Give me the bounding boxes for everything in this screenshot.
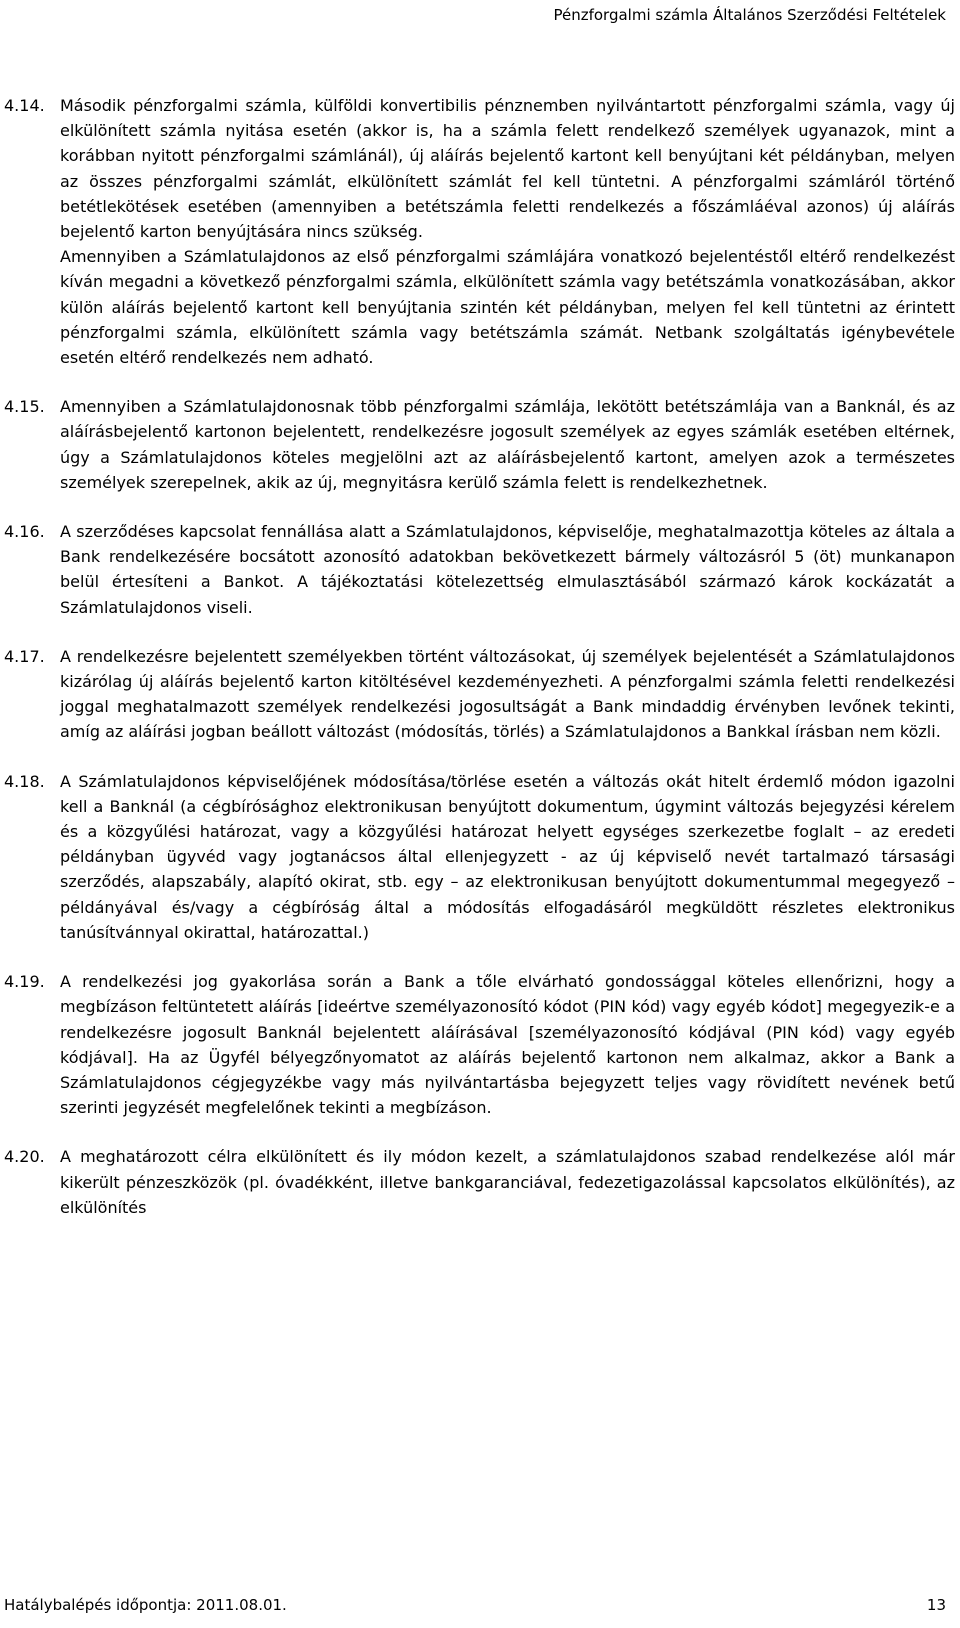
section-4-17 xyxy=(4,644,955,745)
page-footer xyxy=(4,1596,946,1614)
section-4-14 xyxy=(4,93,955,370)
section-paragraph: Amennyiben a Számlatulajdonos az első pénzforgalmi számlájára vonatkozó bejelentéstől eltérő rendelkezést kíván megadni a következő pénzforgalmi számla, elkülönített számla vagy betétszámla vonatkozásában, akkor külön aláírás bejelentő kartont kell benyújtania szintén két példányban, melyen fel kell tüntetni az érintett pénzforgalmi számla, elkülönített számla vagy betétszámla számát. Netbank szolgáltatás igénybevétele esetén eltérő rendelkezés nem adható. xyxy=(60,247,955,368)
page-header: Pénzforgalmi számla Általános Szerződési Feltételek xyxy=(553,6,946,24)
section-body xyxy=(60,394,955,495)
section-4-18 xyxy=(4,769,955,945)
section-body xyxy=(60,969,955,1120)
section-number: 4.16. xyxy=(4,522,45,542)
section-4-19 xyxy=(4,969,955,1120)
section-paragraph: A rendelkezési jog gyakorlása során a Bank a tőle elvárható gondossággal köteles ellenőrizni, hogy a megbízáson feltüntetett aláírás [ideértve személyazonosító kódot (PIN kód) vagy egyéb kódot] megegyezik-e a rendelkezésre jogosult Banknál bejelentett aláírásával [személyazonosító kódjával (PIN kód) vagy egyéb kódjával]. Ha az Ügyfél bélyegzőnyomatot az aláírás bejelentő kartonon nem alkalmaz, akkor a Bank a Számlatulajdonos cégjegyzékbe vagy más nyilvántartásba bejegyzett teljes vagy rövidített nevének betű szerinti jegyzését megfelelőnek tekinti a megbízáson. xyxy=(60,972,955,1118)
section-4-15 xyxy=(4,394,955,495)
section-paragraph: A szerződéses kapcsolat fennállása alatt a Számlatulajdonos, képviselője, meghatalmazottja köteles az általa a Bank rendelkezésére bocsátott azonosító adatokban bekövetkezett bármely változásról 5 (öt) munkanapon belül értesíteni a Bankot. A tájékoztatási kötelezettség elmulasztásából származó károk kockázatát a Számlatulajdonos viseli. xyxy=(60,522,955,617)
section-4-16 xyxy=(4,519,955,620)
section-number: 4.17. xyxy=(4,646,45,666)
section-number: 4.15. xyxy=(4,397,45,417)
section-number: 4.19. xyxy=(4,972,45,992)
section-paragraph: A Számlatulajdonos képviselőjének módosítása/törlése esetén a változás okát hitelt érdemlő módon igazolni kell a Banknál (a cégbírósághoz elektronikusan benyújtott dokumentum, úgymint változás bejegyzési kérelem és a közgyűlési határozat, vagy a közgyűlési határozat helyett egységes szerkezetbe foglalt – az eredeti példányban ügyvéd vagy jogtanácsos által ellenjegyzett - az új képviselő nevét tartalmazó társasági szerződés, alapszabály, alapító okirat, stb. egy – az elektronikusan benyújtott dokumentummal megegyező – példányával és/vagy a cégbíróság által a módosítás elfogadásáról megküldött részletes elektronikus tanúsítvánnyal okirattal, határozattal.) xyxy=(60,771,955,942)
effective-date: Hatálybalépés időpontja: 2011.08.01. xyxy=(4,1596,287,1614)
section-body xyxy=(60,519,955,620)
section-paragraph: Második pénzforgalmi számla, külföldi konvertibilis pénznemben nyilvántartott pénzforgalmi számla, vagy új elkülönített számla nyitása esetén (akkor is, ha a számla felett rendelkező személyek ugyanazok, mint a korábban nyitott pénzforgalmi számlánál), új aláírás bejelentő kartont kell benyújtani két példányban, melyen az összes pénzforgalmi számlát, elkülönített számlát fel kell tüntetni. A pénzforgalmi számláról történő betétlekötések esetében (amennyiben a betétszámla feletti rendelkezés a főszámláéval azonos) új aláírás bejelentő karton benyújtására nincs szükség. xyxy=(60,96,955,242)
section-body xyxy=(60,644,955,745)
section-number: 4.14. xyxy=(4,96,45,115)
section-body xyxy=(60,1144,955,1220)
section-body xyxy=(60,769,955,945)
section-body xyxy=(60,93,955,370)
section-paragraph: A rendelkezésre bejelentett személyekben történt változásokat, új személyek bejelentését a Számlatulajdonos kizárólag új aláírás bejelentő karton kitöltésével kezdeményezheti. A pénzforgalmi számla feletti rendelkezési joggal meghatalmazott személyek rendelkezési jogosultságát a Bank mindaddig érvényben levőnek tekinti, amíg az aláírási jogban beállott változást (módosítás, törlés) a Számlatulajdonos a Bankkal írásban nem közli. xyxy=(60,646,955,742)
page-number: 13 xyxy=(926,1596,946,1614)
section-number: 4.18. xyxy=(4,771,45,791)
section-4-20 xyxy=(4,1144,955,1220)
section-paragraph: Amennyiben a Számlatulajdonosnak több pénzforgalmi számlája, lekötött betétszámlája van a Banknál, és az aláírásbejelentő kartonon bejelentett, rendelkezésre jogosult személyek az egyes számlák esetében eltérnek, úgy a Számlatulajdonos köteles megjelölni azt az aláírásbejelentő kartont, amelyen azok a természetes személyek szerepelnek, akik az új, megnyitásra kerülő számla felett is rendelkezhetnek. xyxy=(60,397,955,492)
document-body xyxy=(4,93,955,1244)
section-number: 4.20. xyxy=(4,1147,45,1167)
section-paragraph: A meghatározott célra elkülönített és ily módon kezelt, a számlatulajdonos szabad rendelkezése alól már kikerült pénzeszközök (pl. óvadékként, illetve bankgaranciával, fedezetigazolással kapcsolatos elkülönítés), az elkülönítés xyxy=(60,1147,955,1217)
